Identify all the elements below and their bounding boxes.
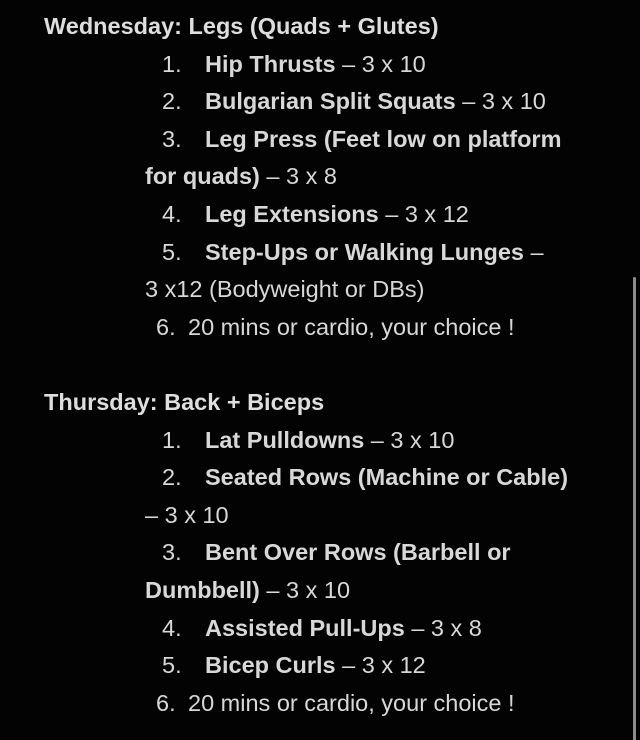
exercise-detail-text: – 3 x 10 [335,50,426,77]
exercise-name-text: Assisted Pull-Ups [205,614,405,641]
section-heading: Thursday: Back + Biceps [44,388,325,415]
list-item-wrapped-line [0,158,640,196]
exercise-name-text: Leg Press (Feet low on platform [205,125,562,152]
scrollbar-thumb[interactable] [633,277,636,740]
exercise-name-text: Seated Rows (Machine or Cable) [205,464,569,491]
exercise-name-text: for quads) [145,163,260,190]
exercise-name-text: Leg Extensions [205,200,379,227]
section-heading: Wednesday: Legs (Quads + Glutes) [44,13,439,39]
list-item-line [0,459,640,497]
list-item-number: 6. [156,313,176,340]
list-item-wrapped-line [0,497,640,535]
exercise-detail-text: – 3 x 12 [335,652,426,679]
exercise-name-text: Dumbbell) [145,576,260,603]
list-item-wrapped-line [0,572,640,610]
list-item-line [0,647,640,685]
exercise-name-text: Lat Pulldowns [205,426,365,453]
exercise-detail-text: 20 mins or cardio, your choice ! [188,689,515,716]
list-item-line [0,46,640,84]
list-item-line [0,685,640,723]
list-item-line [0,534,640,572]
exercise-detail-text: – 3 x 12 [378,200,469,227]
list-item-number: 2. [162,88,182,115]
exercise-name-text: Bulgarian Split Squats [205,88,456,115]
exercise-name-text: Hip Thrusts [205,50,336,77]
exercise-name-text: Bent Over Rows (Barbell or [205,539,511,566]
list-item-line [0,121,640,159]
exercise-name-text: Bicep Curls [205,652,336,679]
exercise-name-text: Step-Ups or Walking Lunges [205,238,525,265]
exercise-detail-text: – 3 x 10 [364,426,455,453]
list-item-line [0,83,640,121]
list-item-number: 3. [162,125,182,152]
exercise-detail-text: – 3 x 10 [145,501,229,528]
list-item-wrapped-line [0,271,640,309]
list-item-line [0,234,640,272]
list-item-number: 6. [156,689,176,716]
exercise-detail-text: – 3 x 10 [259,576,351,603]
blank-line [0,346,640,384]
list-item-number: 1. [162,426,182,453]
list-item-number: 2. [162,464,182,491]
list-item-number: 4. [162,200,182,227]
exercise-detail-text: – [524,238,544,265]
list-item-number: 3. [162,539,182,566]
list-item-line [0,422,640,460]
exercise-detail-text: – 3 x 8 [259,163,337,190]
list-item-number: 1. [162,50,182,77]
exercise-detail-text: – 3 x 10 [455,88,546,115]
exercise-detail-text: – 3 x 8 [404,614,482,641]
exercise-detail-text: 20 mins or cardio, your choice ! [188,313,515,340]
list-item-number: 5. [162,238,182,265]
list-item-line [0,309,640,347]
list-item-number: 5. [162,652,182,679]
workout-note [0,8,640,722]
list-item-line [0,196,640,234]
exercise-detail-text: 3 x12 (Bodyweight or DBs) [145,276,425,303]
list-item-line [0,610,640,648]
list-item-number: 4. [162,614,182,641]
